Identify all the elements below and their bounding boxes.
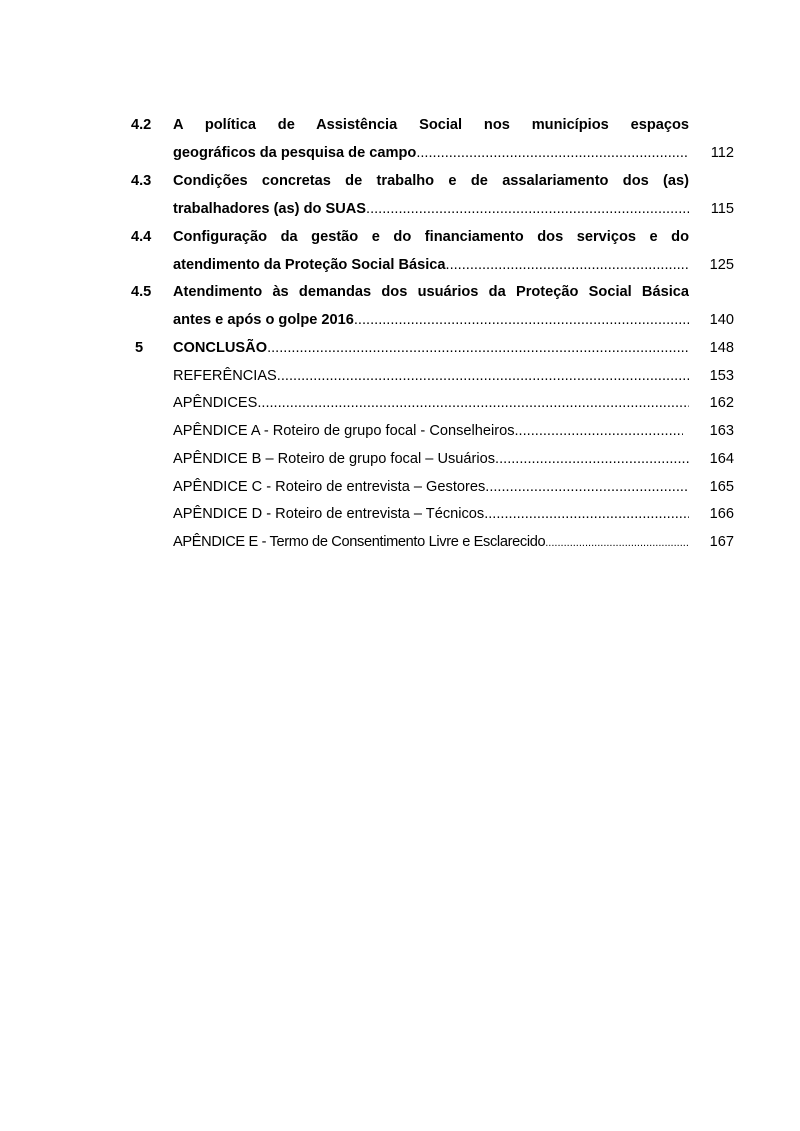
dot-leader xyxy=(277,367,689,385)
entry-title-line-1: Condições concretas de trabalho e de assalariamento dos (as) xyxy=(173,173,689,189)
page-number: 153 xyxy=(709,368,734,384)
entry-title-line xyxy=(173,478,689,496)
dot-leader xyxy=(484,505,689,523)
entry-title-line-1: Configuração da gestão e do financiamento dos serviços e do xyxy=(173,229,689,245)
dot-leader xyxy=(366,200,689,218)
entry-title-line-2 xyxy=(173,256,689,274)
dot-leader xyxy=(485,478,689,496)
section-number: 5 xyxy=(135,340,144,356)
section-number: 4.2 xyxy=(131,117,152,133)
entry-title-text: APÊNDICE C - Roteiro de entrevista – Gestores xyxy=(173,479,486,495)
page-number: 112 xyxy=(710,145,734,161)
page-number: 166 xyxy=(709,506,734,522)
dot-leader xyxy=(446,256,689,274)
entry-title-text: APÊNDICE A - Roteiro de grupo focal - Conselheiros xyxy=(173,423,515,439)
entry-title-line-2 xyxy=(173,200,689,218)
page-number: 164 xyxy=(709,451,734,467)
section-number: 4.5 xyxy=(131,284,152,300)
entry-title-text: atendimento da Proteção Social Básica xyxy=(173,257,446,273)
dot-leader xyxy=(354,311,689,329)
entry-title-line xyxy=(173,505,689,523)
entry-title-line xyxy=(173,422,683,440)
section-number: 4.4 xyxy=(131,229,152,245)
page-number: 140 xyxy=(709,312,734,328)
dot-leader xyxy=(545,534,689,552)
page-number: 163 xyxy=(709,423,734,439)
entry-title-line-2 xyxy=(173,311,689,329)
entry-title-text: trabalhadores (as) do SUAS xyxy=(173,201,367,217)
dot-leader xyxy=(416,144,689,162)
entry-title-text: APÊNDICES xyxy=(173,395,258,411)
entry-title-text: CONCLUSÃO xyxy=(173,340,268,356)
section-number: 4.3 xyxy=(131,173,152,189)
entry-title-text: APÊNDICE B – Roteiro de grupo focal – Usuários xyxy=(173,451,496,467)
entry-title-line xyxy=(173,367,689,385)
entry-title-text: antes e após o golpe 2016 xyxy=(173,312,354,328)
entry-title-line xyxy=(173,394,689,412)
entry-title-line xyxy=(173,339,689,357)
page-number: 165 xyxy=(709,479,734,495)
page-number: 148 xyxy=(709,340,734,356)
entry-title-text: APÊNDICE D - Roteiro de entrevista – Técnicos xyxy=(173,506,485,522)
dot-leader xyxy=(257,394,689,412)
page-number: 115 xyxy=(710,201,734,217)
entry-title-line-1: Atendimento às demandas dos usuários da Proteção Social Básica xyxy=(173,284,689,300)
entry-title-text: geográficos da pesquisa de campo xyxy=(173,145,417,161)
entry-title-text: APÊNDICE E - Termo de Consentimento Livre e Esclarecido xyxy=(173,534,546,550)
dot-leader xyxy=(495,450,689,468)
entry-title-line-2 xyxy=(173,144,689,162)
entry-title-line xyxy=(173,450,689,468)
entry-title-line-1: A política de Assistência Social nos municípios espaços xyxy=(173,117,689,133)
dot-leader xyxy=(515,422,684,440)
page-number: 167 xyxy=(709,534,734,550)
dot-leader xyxy=(267,339,689,357)
entry-title-text: REFERÊNCIAS xyxy=(173,368,277,384)
page-number: 162 xyxy=(709,395,734,411)
entry-title-line xyxy=(173,533,689,552)
page-number: 125 xyxy=(709,257,734,273)
